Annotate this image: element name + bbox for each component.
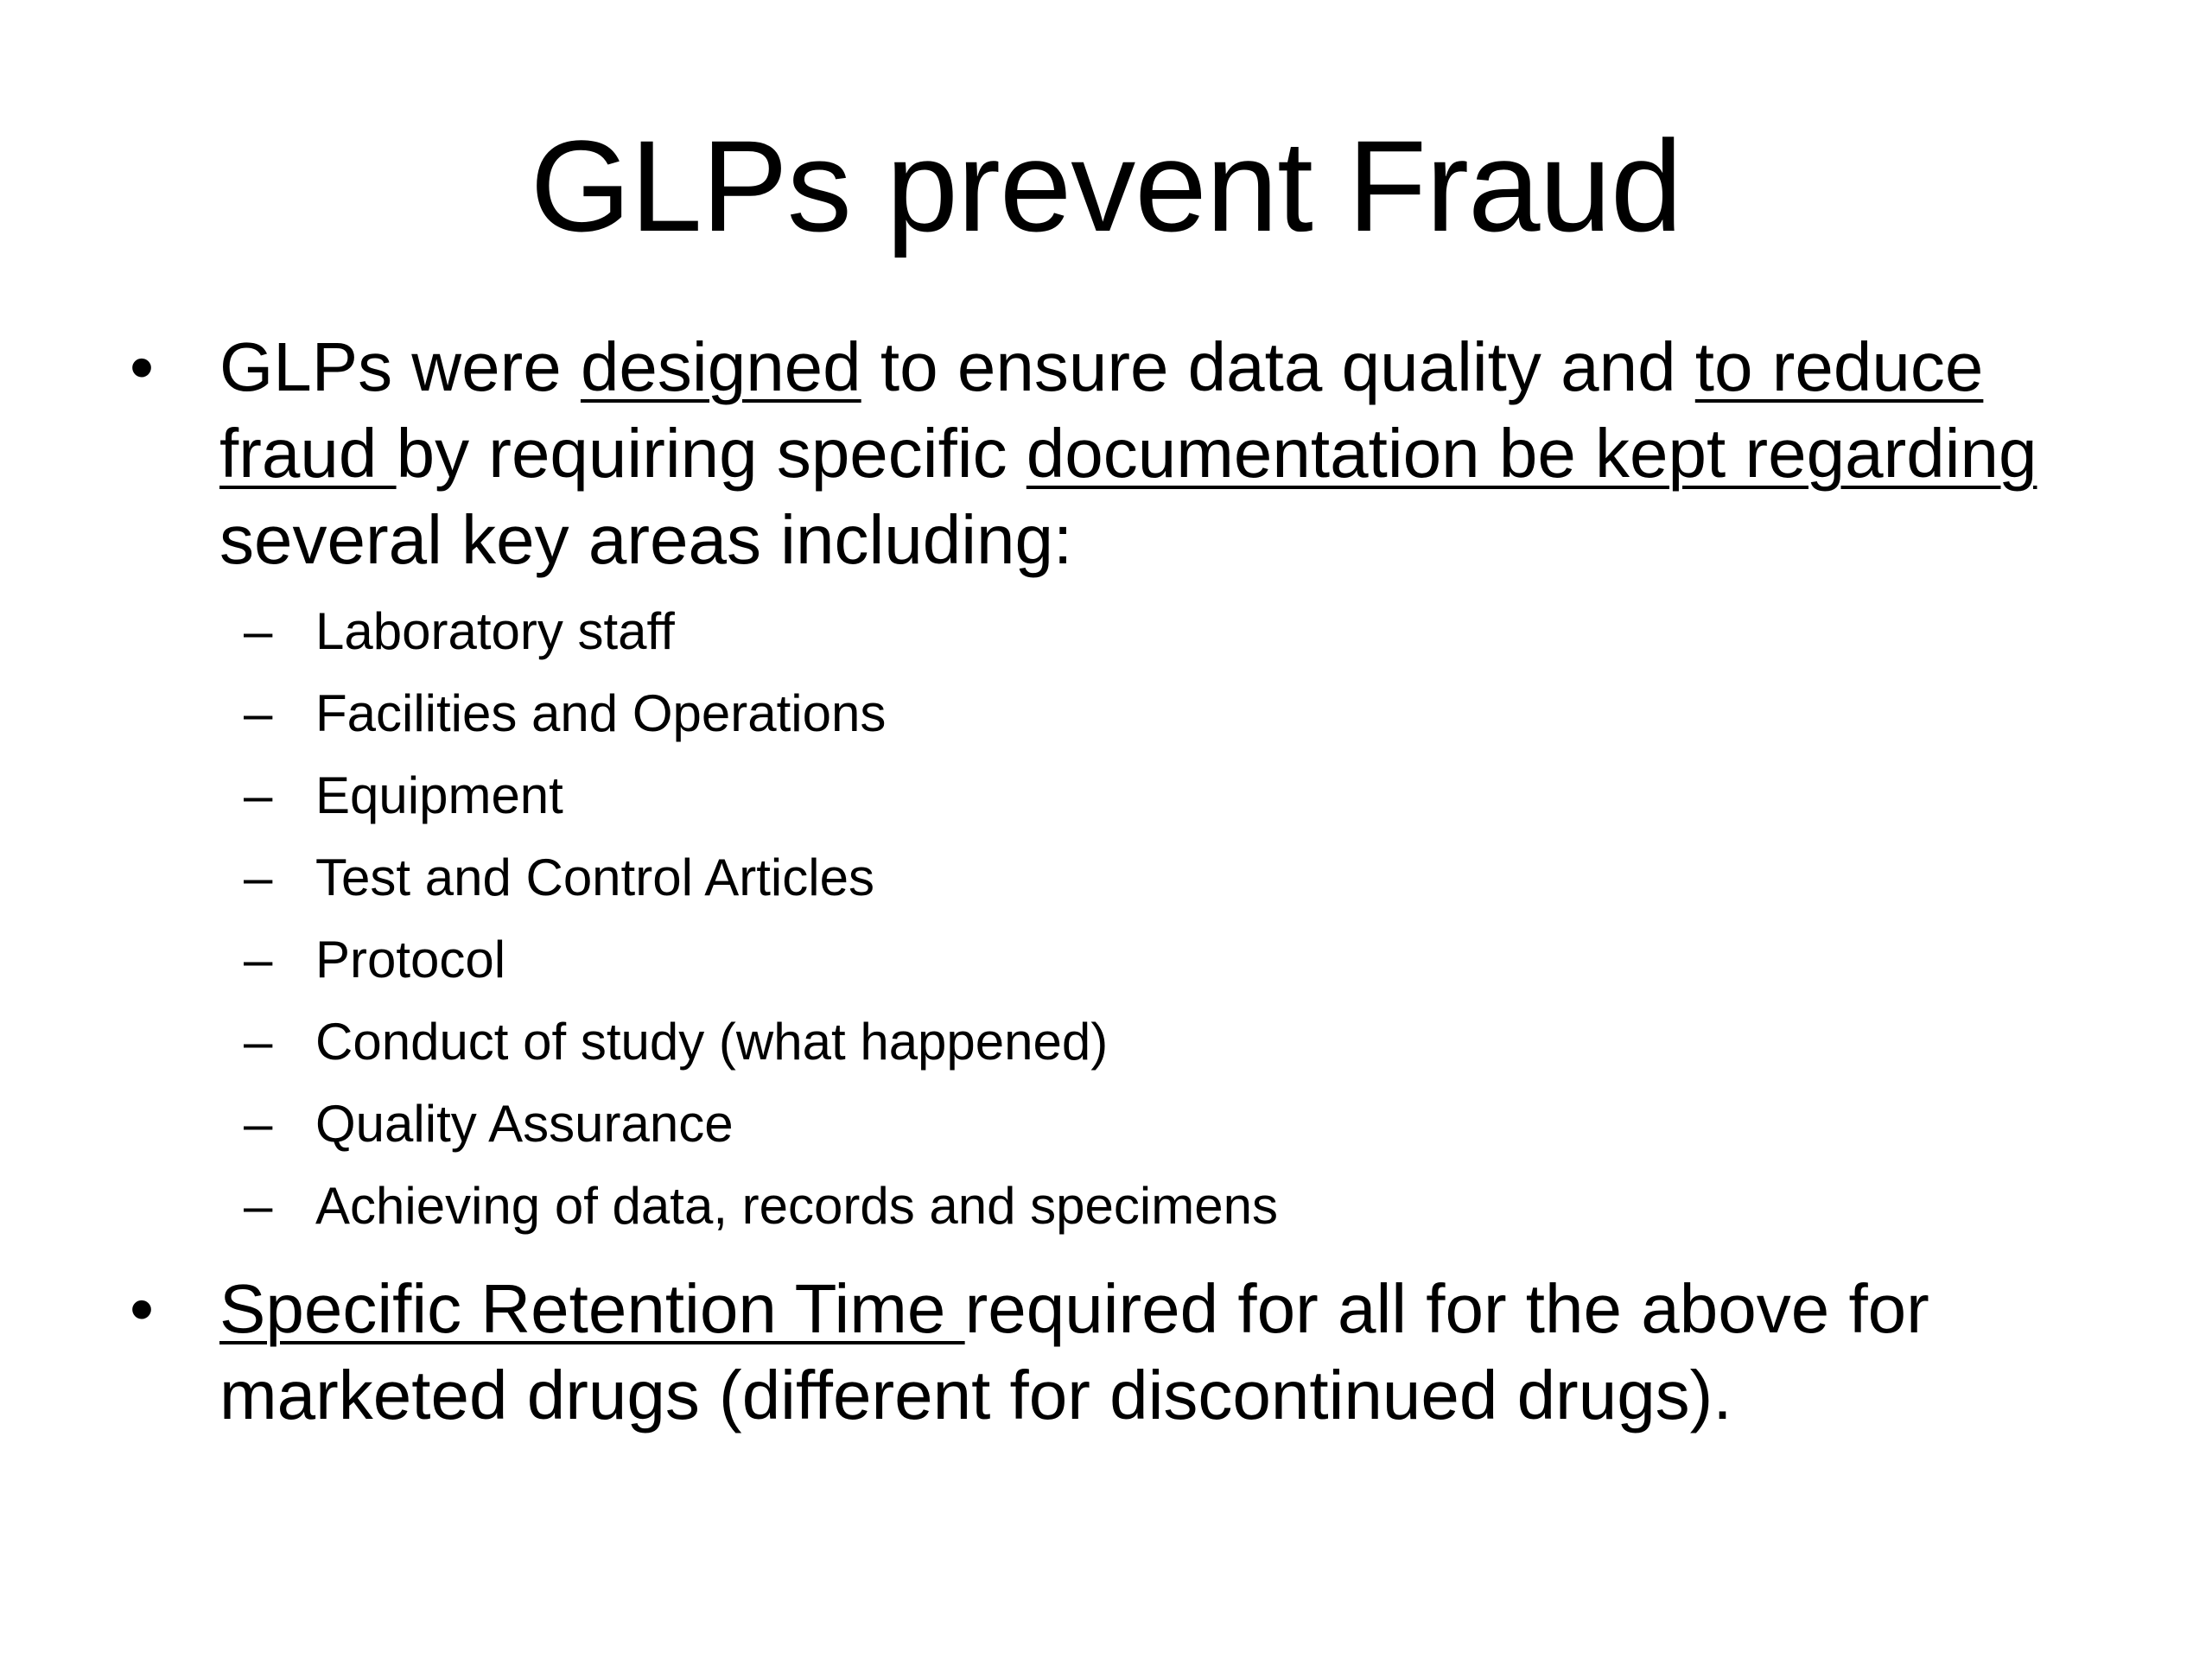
text-segment: GLPs were (219, 328, 581, 405)
underlined-text: to reduce fraud (219, 328, 1984, 492)
sub-bullet-item (130, 754, 2117, 836)
underlined-text: documentation be kept regarding (1026, 415, 2037, 492)
sub-bullet-text: Protocol (315, 931, 506, 988)
sub-bullet-item (130, 1083, 2117, 1165)
sub-bullet-text: Laboratory staff (315, 602, 675, 660)
slide-title: GLPs prevent Fraud (530, 113, 1682, 258)
sub-bullet-item (130, 590, 2117, 672)
text-segment: several key areas including: (219, 501, 1073, 578)
text-segment: required for all for the above for marketed drugs (different for discontinued drugs). (219, 1270, 1929, 1433)
slide-content (130, 324, 2117, 1439)
sub-bullet-text: Facilities and Operations (315, 684, 887, 742)
bullet-marker: • (130, 328, 155, 405)
underlined-text: designed (580, 328, 861, 405)
sub-bullet-text: Quality Assurance (315, 1095, 734, 1153)
dash-marker: – (244, 931, 273, 988)
sub-bullet-text: Test and Control Articles (315, 849, 874, 906)
dash-marker: – (244, 1013, 273, 1071)
dash-marker: – (244, 602, 273, 660)
sub-bullet-item (130, 1165, 2117, 1247)
bullet-marker: • (130, 1270, 155, 1347)
dash-marker: – (244, 849, 273, 906)
dash-marker: – (244, 1095, 273, 1153)
sub-bullet-item (130, 836, 2117, 918)
dash-marker: – (244, 684, 273, 742)
sub-bullet-list (130, 590, 2117, 1247)
text-segment: by requiring specific (396, 415, 1027, 492)
dash-marker: – (244, 1177, 273, 1235)
bullet-item (130, 324, 2117, 583)
sub-bullet-item (130, 918, 2117, 1001)
sub-bullet-text: Conduct of study (what happened) (315, 1013, 1109, 1071)
dash-marker: – (244, 766, 273, 824)
sub-bullet-text: Equipment (315, 766, 563, 824)
sub-bullet-item (130, 672, 2117, 754)
bullet-item (130, 1266, 2117, 1439)
underlined-text: Specific Retention Time (219, 1270, 965, 1347)
sub-bullet-text: Achieving of data, records and specimens (315, 1177, 1278, 1235)
sub-bullet-item (130, 1001, 2117, 1083)
text-segment: to ensure data quality and (861, 328, 1695, 405)
